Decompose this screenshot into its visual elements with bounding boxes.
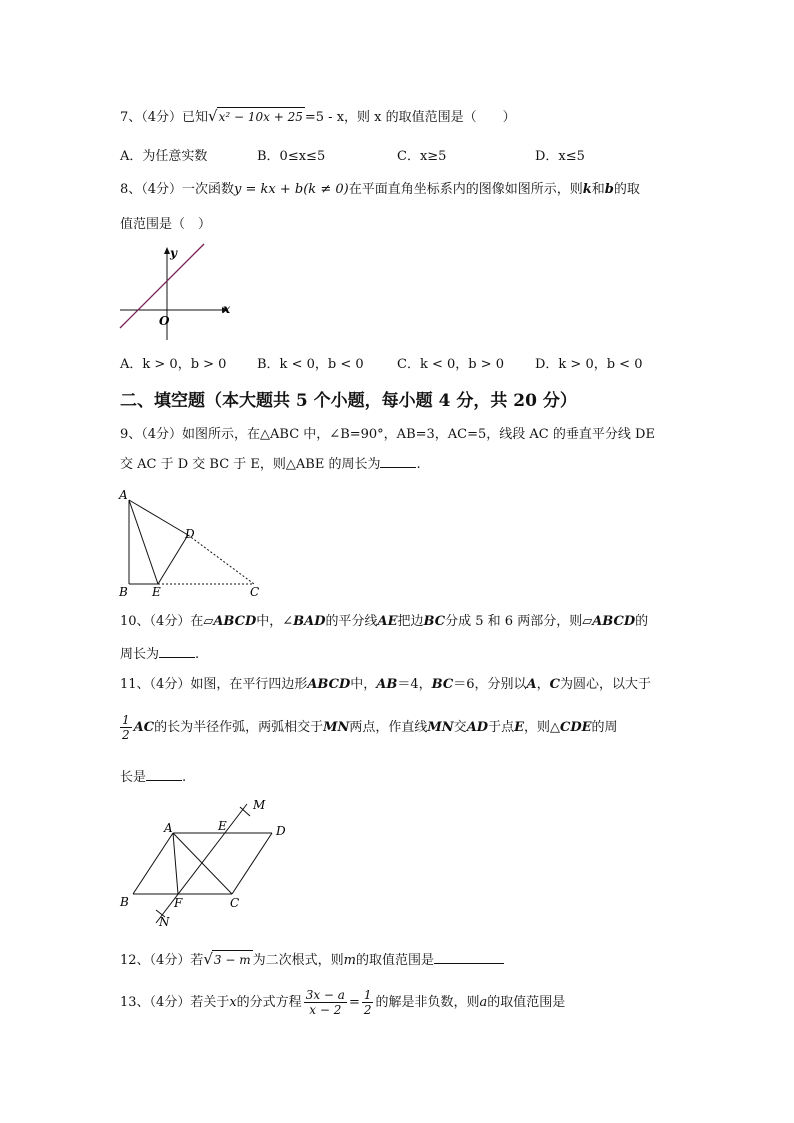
q11-stem-line3 bbox=[120, 768, 186, 787]
q13-stem bbox=[120, 986, 565, 1020]
q8-stem bbox=[120, 181, 640, 199]
sqrt-symbol: √ bbox=[208, 107, 218, 125]
q13-label: 13、（4分）若关于 bbox=[120, 995, 230, 1010]
q8-option-c[interactable]: C．k < 0，b > 0 bbox=[397, 357, 505, 372]
q11-ab: AB bbox=[376, 677, 398, 692]
q13-eq: = bbox=[348, 995, 360, 1010]
q13-tail: 的取值范围是 bbox=[487, 995, 566, 1010]
q11-text-2: 中， bbox=[350, 677, 377, 692]
q9-figure bbox=[116, 486, 276, 598]
segment-dc bbox=[188, 535, 254, 584]
origin-label: O bbox=[159, 314, 170, 328]
q11-stem-line2 bbox=[120, 712, 618, 744]
q11-end: . bbox=[182, 770, 187, 785]
q10-text-4: 把边 bbox=[397, 614, 424, 629]
q7-label: 7、（4分）已知 bbox=[120, 110, 209, 125]
q13-rhs-num: 1 bbox=[363, 988, 372, 1002]
label-b: B bbox=[119, 585, 128, 598]
q11-line3-text: 长是 bbox=[120, 770, 147, 785]
q9-line2-text: 交 AC 于 D 交 BC 于 E，则△ABE 的周长为 bbox=[120, 457, 381, 472]
q11-abcd: ABCD bbox=[307, 677, 351, 692]
segment-ad bbox=[129, 500, 188, 535]
q10-text-2: 中，∠ bbox=[256, 614, 294, 629]
q11-stem-line1 bbox=[120, 676, 651, 694]
q11-frac-num: 1 bbox=[122, 713, 130, 727]
q10-bc: BC bbox=[423, 614, 446, 629]
label-a: A bbox=[119, 488, 128, 502]
q11-text-11: ，则△ bbox=[524, 720, 560, 735]
q11-text-7: 的长为半径作弧，两弧相交于 bbox=[154, 720, 324, 735]
label-e: E bbox=[218, 819, 227, 833]
q10-text-5: 分成 5 和 6 两部分，则▱ bbox=[445, 614, 593, 629]
q11-ac: AC bbox=[133, 720, 155, 735]
q11-text-4: ＝6，分别以 bbox=[453, 677, 527, 692]
q11-text-5: ， bbox=[536, 677, 550, 692]
q10-abcd-2: ABCD bbox=[592, 614, 636, 629]
q8-tail: 的取 bbox=[613, 182, 640, 197]
q11-fraction bbox=[120, 713, 132, 742]
q12-answer-blank[interactable] bbox=[434, 951, 504, 964]
q7-option-c[interactable]: C．x≥5 bbox=[397, 149, 447, 164]
q11-text-9: 交 bbox=[453, 720, 467, 735]
q10-bad: BAD bbox=[293, 614, 326, 629]
q11-text-3: ＝4， bbox=[397, 677, 432, 692]
segment-ae bbox=[129, 500, 158, 584]
segment-af bbox=[173, 833, 178, 894]
q11-frac-den: 2 bbox=[122, 728, 130, 742]
q13-lhs-num: 3x − a bbox=[305, 988, 345, 1002]
q12-label: 12、（4分）若 bbox=[120, 953, 204, 968]
q8-option-d[interactable]: D．k > 0，b < 0 bbox=[535, 357, 643, 372]
q8-k: k bbox=[582, 182, 592, 197]
q8-b: b bbox=[604, 182, 614, 197]
q11-mn: MN bbox=[323, 720, 350, 735]
q11-e: E bbox=[514, 720, 524, 735]
q9-end: . bbox=[416, 457, 421, 472]
q10-abcd: ABCD bbox=[213, 614, 257, 629]
side-ab bbox=[133, 833, 173, 894]
q13-text-2: 的解是非负数，则 bbox=[375, 995, 480, 1010]
q13-rhs-fraction bbox=[362, 988, 374, 1017]
q11-text-1: 11、（4分）如图，在平行四边形 bbox=[120, 677, 308, 692]
label-c: C bbox=[230, 896, 240, 910]
q13-lhs-fraction bbox=[304, 988, 347, 1017]
q8-option-a[interactable]: A．k > 0，b > 0 bbox=[120, 357, 227, 372]
q11-figure bbox=[116, 796, 306, 930]
q10-stem-line2 bbox=[120, 645, 199, 664]
label-f: F bbox=[174, 896, 183, 910]
q9-answer-blank[interactable] bbox=[380, 455, 416, 468]
q11-bc: BC bbox=[431, 677, 454, 692]
q9-stem-line2 bbox=[120, 455, 421, 474]
label-n: N bbox=[159, 915, 170, 929]
q11-mn-2: MN bbox=[427, 720, 454, 735]
q11-ad: AD bbox=[466, 720, 489, 735]
y-axis-label: y bbox=[170, 246, 177, 260]
q10-text-3: 的平分线 bbox=[325, 614, 378, 629]
q10-end: . bbox=[195, 647, 200, 662]
q12-stem bbox=[120, 950, 504, 970]
q8-stem-line2: 值范围是（ ） bbox=[120, 217, 212, 232]
sqrt-symbol: √ bbox=[203, 950, 213, 968]
q8-formula: y = kx + b(k ≠ 0) bbox=[234, 182, 349, 197]
label-a: A bbox=[164, 821, 173, 835]
q7-radicand: x² − 10x + 25 bbox=[217, 107, 305, 126]
side-dc bbox=[232, 833, 272, 894]
x-axis-label: x bbox=[223, 302, 231, 316]
q11-a: A bbox=[526, 677, 537, 692]
q11-text-12: 的周 bbox=[591, 720, 618, 735]
q8-label: 8、（4分）一次函数 bbox=[120, 182, 235, 197]
label-c: C bbox=[250, 585, 260, 598]
q7-rhs: =5 - x，则 x 的取值范围是（ ） bbox=[304, 110, 516, 125]
q12-text: 为二次根式，则 bbox=[252, 953, 344, 968]
q13-rhs-den: 2 bbox=[363, 1003, 372, 1017]
q13-x: x bbox=[229, 995, 237, 1010]
q12-m: m bbox=[343, 953, 356, 968]
q10-text-1: 10、（4分）在▱ bbox=[120, 614, 214, 629]
q11-answer-blank[interactable] bbox=[146, 768, 182, 781]
q11-text-8: 两点，作直线 bbox=[349, 720, 428, 735]
label-b: B bbox=[120, 895, 129, 909]
label-d: D bbox=[276, 824, 286, 838]
label-d: D bbox=[185, 527, 195, 541]
q10-answer-blank[interactable] bbox=[159, 645, 195, 658]
label-m: M bbox=[253, 798, 266, 812]
q10-ae: AE bbox=[377, 614, 398, 629]
q11-c: C bbox=[549, 677, 560, 692]
q11-text-10: 于点 bbox=[488, 720, 515, 735]
q8-and: 和 bbox=[591, 182, 605, 197]
q11-cde: CDE bbox=[560, 720, 592, 735]
q7-option-a[interactable]: A．为任意实数 bbox=[120, 149, 208, 164]
q13-text: 的分式方程 bbox=[236, 995, 302, 1010]
q11-text-6: 为圆心，以大于 bbox=[559, 677, 651, 692]
q7-option-d[interactable]: D．x≤5 bbox=[535, 149, 585, 164]
diagonal-ac bbox=[173, 833, 232, 894]
q13-a: a bbox=[479, 995, 488, 1010]
q8-text: 在平面直角坐标系内的图像如图所示，则 bbox=[348, 182, 583, 197]
q12-tail: 的取值范围是 bbox=[355, 953, 434, 968]
label-e: E bbox=[152, 585, 161, 598]
q10-line2-text: 周长为 bbox=[120, 647, 160, 662]
q12-radicand: 3 − m bbox=[212, 950, 253, 969]
q10-stem-line1 bbox=[120, 613, 648, 631]
q8-option-b[interactable]: B．k < 0，b < 0 bbox=[257, 357, 364, 372]
segment-de bbox=[158, 535, 188, 584]
section-2-heading: 二、填空题（本大题共 5 个小题，每小题 4 分，共 20 分） bbox=[120, 391, 577, 411]
q10-text-6: 的 bbox=[635, 614, 649, 629]
q8-graph bbox=[116, 242, 238, 342]
q7-stem bbox=[120, 107, 516, 127]
q9-stem-line1: 9、（4分）如图所示，在△ABC 中，∠B=90°，AB=3，AC=5，线段 AC 的垂直平分线 DE bbox=[120, 427, 655, 442]
q7-option-b[interactable]: B．0≤x≤5 bbox=[257, 149, 326, 164]
q13-lhs-den: x − 2 bbox=[309, 1003, 342, 1017]
